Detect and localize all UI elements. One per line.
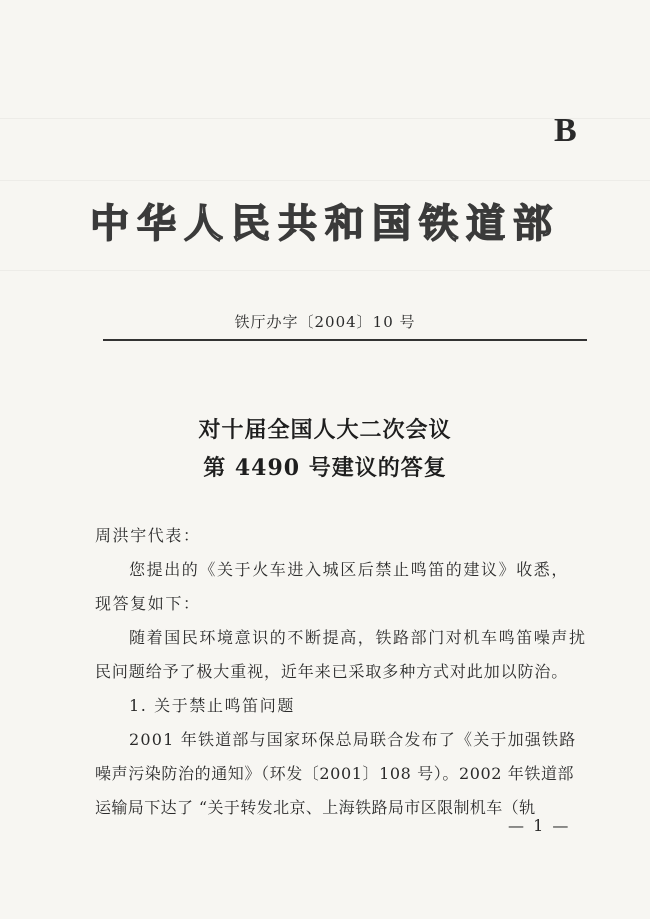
body-line: 随着国民环境意识的不断提高，铁路部门对机车鸣笛噪声扰: [129, 628, 587, 647]
document-number: 铁厅办字〔2004〕10 号: [234, 313, 416, 331]
section-heading: 1. 关于禁止鸣笛问题: [129, 696, 295, 715]
body-line: 2001 年铁道部与国家环保总局联合发布了《关于加强铁路: [129, 730, 577, 749]
body-line: 民问题给予了极大重视，近年来已采取多种方式对此加以防治。: [95, 662, 569, 681]
salutation: 周洪宇代表：: [95, 526, 201, 545]
body-line: 运输局下达了 “关于转发北京、上海铁路局市区限制机车（轨: [95, 798, 536, 817]
classification-mark: B: [554, 112, 577, 149]
scan-artifact-line: [0, 270, 650, 271]
scan-artifact-line: [0, 118, 650, 119]
body-line: 噪声污染防治的通知》（环发〔2001〕108 号）。2002 年铁道部: [95, 764, 575, 783]
document-title-line-1: 对十届全国人大二次会议: [198, 417, 452, 443]
issuing-body-header: 中华人民共和国铁道部: [89, 201, 560, 247]
page-number: — 1 —: [508, 816, 571, 835]
body-line: 您提出的《关于火车进入城区后禁止鸣笛的建议》收悉，: [129, 560, 570, 579]
header-rule: [103, 339, 587, 341]
body-line: 现答复如下：: [95, 594, 201, 613]
document-title-line-2: 第 4490 号建议的答复: [203, 455, 447, 481]
scan-artifact-line: [0, 180, 650, 181]
